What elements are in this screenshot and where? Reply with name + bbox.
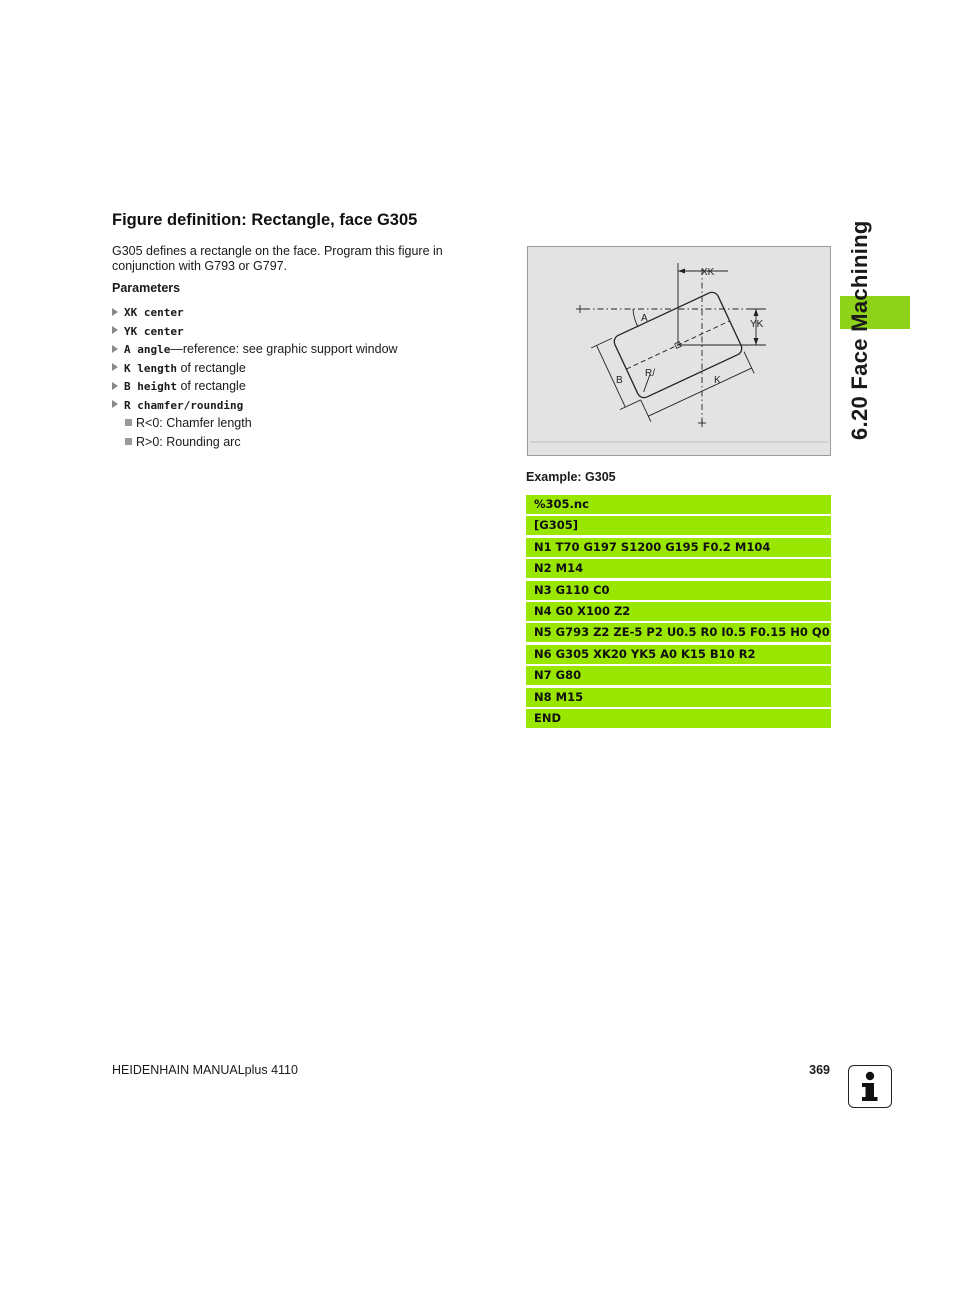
parameter-item — [112, 377, 398, 396]
program-line: N8 M15 — [526, 688, 831, 707]
parameter-item — [112, 322, 398, 341]
parameter-text: of rectangle — [176, 379, 246, 393]
program-line: [G305] — [526, 516, 831, 535]
page-number: 369 — [809, 1063, 830, 1077]
program-line: N5 G793 Z2 ZE-5 P2 U0.5 R0 I0.5 F0.15 H0 Q0 — [526, 623, 831, 642]
program-line: N6 G305 XK20 YK5 A0 K15 B10 R2 — [526, 645, 831, 664]
square-bullet-icon — [125, 438, 132, 445]
parameter-code: A angle — [124, 343, 171, 356]
label-a: A — [641, 313, 648, 324]
parameter-code: K length — [124, 361, 177, 375]
parameter-item — [112, 359, 398, 378]
parameter-text: of rectangle — [176, 360, 246, 375]
sub-item-text: R>0: Rounding arc — [136, 434, 241, 449]
parameter-code: YK center — [124, 324, 184, 338]
parameter-code: B height — [124, 380, 177, 393]
square-bullet-icon — [125, 419, 132, 426]
section-tab-label: 6.20 Face Machining — [847, 220, 872, 440]
program-line: N4 G0 X100 Z2 — [526, 602, 831, 621]
program-line: N3 G110 C0 — [526, 581, 831, 600]
section-heading: Figure definition: Rectangle, face G305 — [112, 211, 418, 229]
program-listing — [526, 495, 831, 730]
label-xk: XK — [701, 267, 715, 278]
support-graphic — [527, 246, 831, 456]
footer-manual-title: HEIDENHAIN MANUALplus 4110 — [112, 1063, 298, 1077]
rectangle-diagram — [528, 247, 830, 455]
label-yk: YK — [750, 319, 764, 330]
parameter-item — [112, 340, 398, 359]
label-r: R/ — [645, 368, 655, 379]
program-line: N1 T70 G197 S1200 G195 F0.2 M104 — [526, 538, 831, 557]
info-icon — [848, 1065, 892, 1108]
program-line: END — [526, 709, 831, 728]
parameter-text: —reference: see graphic support window — [170, 342, 398, 356]
triangle-bullet-icon — [112, 345, 118, 353]
triangle-bullet-icon — [112, 363, 118, 371]
parameter-item — [112, 396, 398, 415]
parameter-code: XK center — [124, 306, 184, 319]
triangle-bullet-icon — [112, 308, 118, 316]
example-title: Example: G305 — [526, 470, 616, 484]
triangle-bullet-icon — [112, 326, 118, 334]
sub-item-text: R<0: Chamfer length — [136, 416, 252, 430]
sub-item — [112, 433, 398, 452]
parameter-item — [112, 303, 398, 322]
sub-item — [112, 414, 398, 433]
intro-paragraph: G305 defines a rectangle on the face. Program this figure in conjunction with G793 or G797. — [112, 244, 443, 273]
parameter-code: R chamfer/rounding — [124, 398, 244, 412]
label-b: B — [616, 375, 623, 386]
label-k: K — [714, 375, 721, 386]
parameters-title: Parameters — [112, 281, 181, 295]
program-line: N7 G80 — [526, 666, 831, 685]
parameter-list — [112, 303, 398, 451]
program-line: %305.nc — [526, 495, 831, 514]
triangle-bullet-icon — [112, 382, 118, 390]
program-line: N2 M14 — [526, 559, 831, 578]
triangle-bullet-icon — [112, 400, 118, 408]
